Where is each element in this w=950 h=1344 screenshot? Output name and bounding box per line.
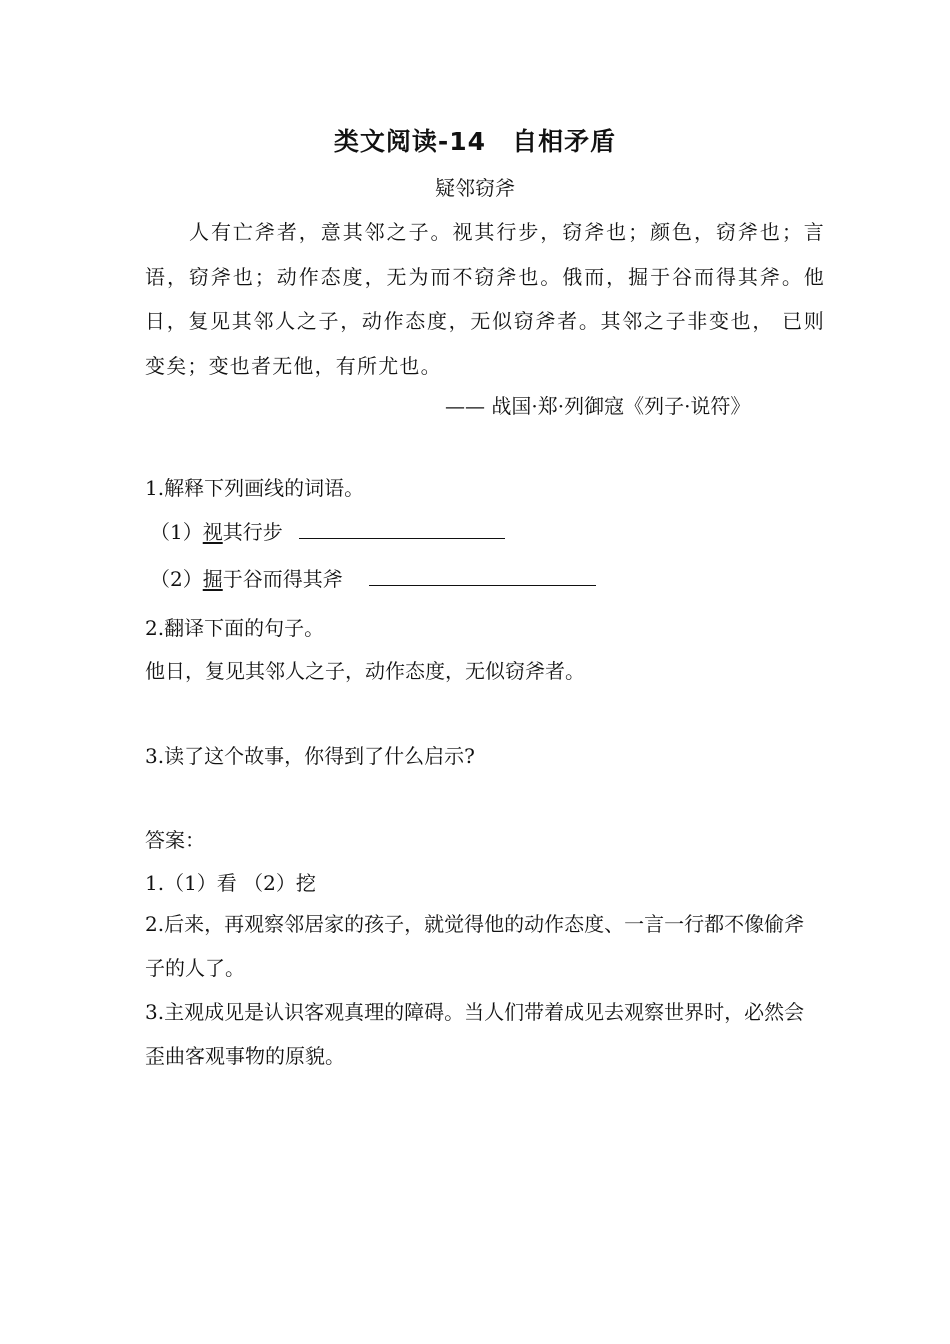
question-3-prompt: 3.读了这个故事，你得到了什么启示? xyxy=(145,744,475,768)
answer-2: 2.后来，再观察邻居家的孩子，就觉得他的动作态度、一言一行都不像偷斧子的人了。 xyxy=(145,912,805,980)
item-phrase: 其行步 xyxy=(222,520,283,544)
answer-blank[interactable] xyxy=(369,584,596,586)
passage-source: —— 战国·郑·列御寇《列子·说符》 xyxy=(445,394,751,418)
item-number: （2） xyxy=(150,567,203,591)
question-1-item-2 xyxy=(150,563,596,592)
question-2-sentence: 他日，复见其邻人之子，动作态度，无似窃斧者。 xyxy=(145,659,585,683)
item-phrase: 于谷而得其斧 xyxy=(222,567,343,591)
passage-heading: 疑邻窃斧 xyxy=(435,176,515,200)
answer-blank[interactable] xyxy=(299,537,505,539)
underlined-word: 视 xyxy=(202,520,223,544)
passage-text: 人有亡斧者，意其邻之子。视其行步，窃斧也；颜色，窃斧也；言语，窃斧也；动作态度，无为而不窃斧也。俄而，掘于谷而得其斧。他日，复见其邻人之子，动作态度，无似窃斧者。其邻之子非变也， 已则变矣；变也者无他，有所尤也。 xyxy=(145,220,825,378)
item-number: （1） xyxy=(150,520,203,544)
answer-3: 3.主观成见是认识客观真理的障碍。当人们带着成见去观察世界时，必然会歪曲客观事物的原貌。 xyxy=(145,1000,805,1068)
answer-1: 1.（1）看 （2）挖 xyxy=(145,871,316,895)
underlined-word: 掘 xyxy=(202,567,223,591)
question-1-item-1 xyxy=(150,516,505,545)
question-2-prompt: 2.翻译下面的句子。 xyxy=(145,616,325,640)
question-1-prompt: 1.解释下列画线的词语。 xyxy=(145,476,365,500)
page-title: 类文阅读-14 自相矛盾 xyxy=(333,127,617,156)
answers-label: 答案： xyxy=(145,828,205,852)
